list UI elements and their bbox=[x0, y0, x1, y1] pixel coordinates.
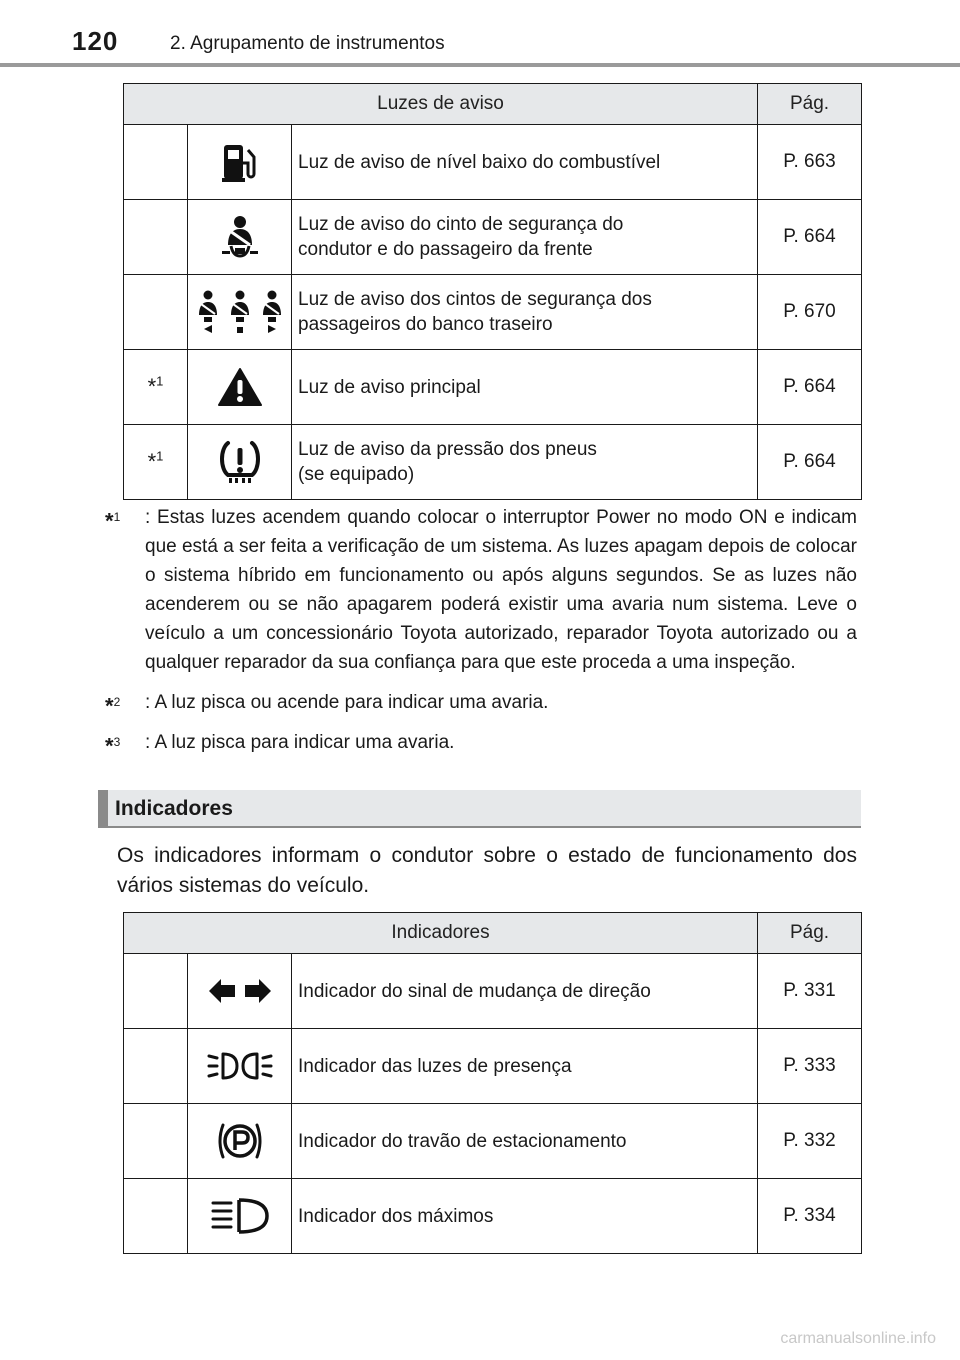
row-description: Luz de aviso do cinto de segurança do condutor e do passageiro da frente bbox=[292, 200, 758, 275]
page-reference: P. 332 bbox=[758, 1104, 862, 1179]
section-heading: Indicadores bbox=[115, 797, 233, 820]
table-header-row bbox=[124, 84, 862, 125]
note-cell bbox=[124, 200, 188, 275]
page-header bbox=[0, 0, 960, 70]
tail-light-icon bbox=[188, 1029, 292, 1104]
row-description: Luz de aviso de nível baixo do combustível bbox=[292, 125, 758, 200]
page-reference: P. 664 bbox=[758, 350, 862, 425]
footnote bbox=[105, 728, 857, 757]
row-description: Indicador dos máximos bbox=[292, 1179, 758, 1254]
row-description: Indicador do sinal de mudança de direção bbox=[292, 954, 758, 1029]
footnote-text: : A luz pisca ou acende para indicar uma avaria. bbox=[145, 692, 549, 713]
note-cell bbox=[124, 275, 188, 350]
note-cell bbox=[124, 954, 188, 1029]
column-header-page: Pág. bbox=[758, 913, 862, 954]
seatbelt-icon bbox=[188, 200, 292, 275]
high-beam-icon bbox=[188, 1179, 292, 1254]
table-header-row bbox=[124, 913, 862, 954]
table-row bbox=[124, 954, 862, 1029]
note-cell bbox=[124, 425, 188, 500]
footnote-text: : Estas luzes acendem quando colocar o interruptor Power no modo ON e indicam que está a ser feita a verificação de um sistema. As luzes apagam depois de colocar o sistema híbrido em funcionamento ou após alguns segundos. Se as luzes não acenderem ou se não apagarem poderá existir uma avaria num sistema. Leve o veículo a um concessionário Toyota autorizado, reparador Toyota autorizado ou a qualquer reparador da sua confiança para que este proceda a uma inspeção. bbox=[145, 507, 857, 673]
page-reference: P. 670 bbox=[758, 275, 862, 350]
footnote bbox=[105, 503, 857, 677]
row-description: Luz de aviso principal bbox=[292, 350, 758, 425]
page-reference: P. 334 bbox=[758, 1179, 862, 1254]
note-cell bbox=[124, 350, 188, 425]
footnote-text: : A luz pisca para indicar uma avaria. bbox=[145, 732, 455, 753]
footnote-marker: *$^3$ bbox=[105, 733, 121, 759]
note-cell bbox=[124, 1179, 188, 1254]
note-cell bbox=[124, 125, 188, 200]
page-reference: P. 664 bbox=[758, 200, 862, 275]
note-cell bbox=[124, 1029, 188, 1104]
section-heading-bar bbox=[98, 790, 861, 828]
page-reference: P. 331 bbox=[758, 954, 862, 1029]
page-reference: P. 663 bbox=[758, 125, 862, 200]
table-row bbox=[124, 275, 862, 350]
page-reference: P. 664 bbox=[758, 425, 862, 500]
row-description: Indicador do travão de estacionamento bbox=[292, 1104, 758, 1179]
indicators-table bbox=[123, 912, 862, 1254]
rear-seatbelts-icon bbox=[188, 275, 292, 350]
watermark: carmanualsonline.info bbox=[780, 1330, 936, 1347]
column-header-name: Indicadores bbox=[124, 913, 758, 954]
column-header-page: Pág. bbox=[758, 84, 862, 125]
header-divider bbox=[0, 63, 960, 67]
footnote-marker: *$^1$ bbox=[147, 448, 164, 475]
page-number: 120 bbox=[72, 26, 119, 56]
parking-brake-icon bbox=[188, 1104, 292, 1179]
intro-paragraph: Os indicadores informam o condutor sobre o estado de funcionamento dos vários sistemas do veículo. bbox=[117, 844, 857, 897]
tire-pressure-icon bbox=[188, 425, 292, 500]
row-description: Luz de aviso da pressão dos pneus (se equipado) bbox=[292, 425, 758, 500]
page-reference: P. 333 bbox=[758, 1029, 862, 1104]
warning-lights-table bbox=[123, 83, 862, 500]
table-row bbox=[124, 1029, 862, 1104]
footnote-marker: *$^2$ bbox=[105, 693, 121, 719]
turn-signal-icon bbox=[188, 954, 292, 1029]
fuel-pump-icon bbox=[188, 125, 292, 200]
table-row bbox=[124, 1179, 862, 1254]
row-description: Indicador das luzes de presença bbox=[292, 1029, 758, 1104]
section-title: 2. Agrupamento de instrumentos bbox=[170, 33, 445, 54]
footnotes bbox=[105, 503, 857, 768]
footnote bbox=[105, 688, 857, 717]
table-row bbox=[124, 350, 862, 425]
note-cell bbox=[124, 1104, 188, 1179]
table-row bbox=[124, 200, 862, 275]
column-header-name: Luzes de aviso bbox=[124, 84, 758, 125]
master-warning-icon bbox=[188, 350, 292, 425]
table-row bbox=[124, 425, 862, 500]
table-row bbox=[124, 125, 862, 200]
footnote-marker: *$^1$ bbox=[147, 373, 164, 400]
footnote-marker: *$^1$ bbox=[105, 508, 121, 534]
table-row bbox=[124, 1104, 862, 1179]
row-description: Luz de aviso dos cintos de segurança dos passageiros do banco traseiro bbox=[292, 275, 758, 350]
heading-accent bbox=[98, 790, 108, 828]
